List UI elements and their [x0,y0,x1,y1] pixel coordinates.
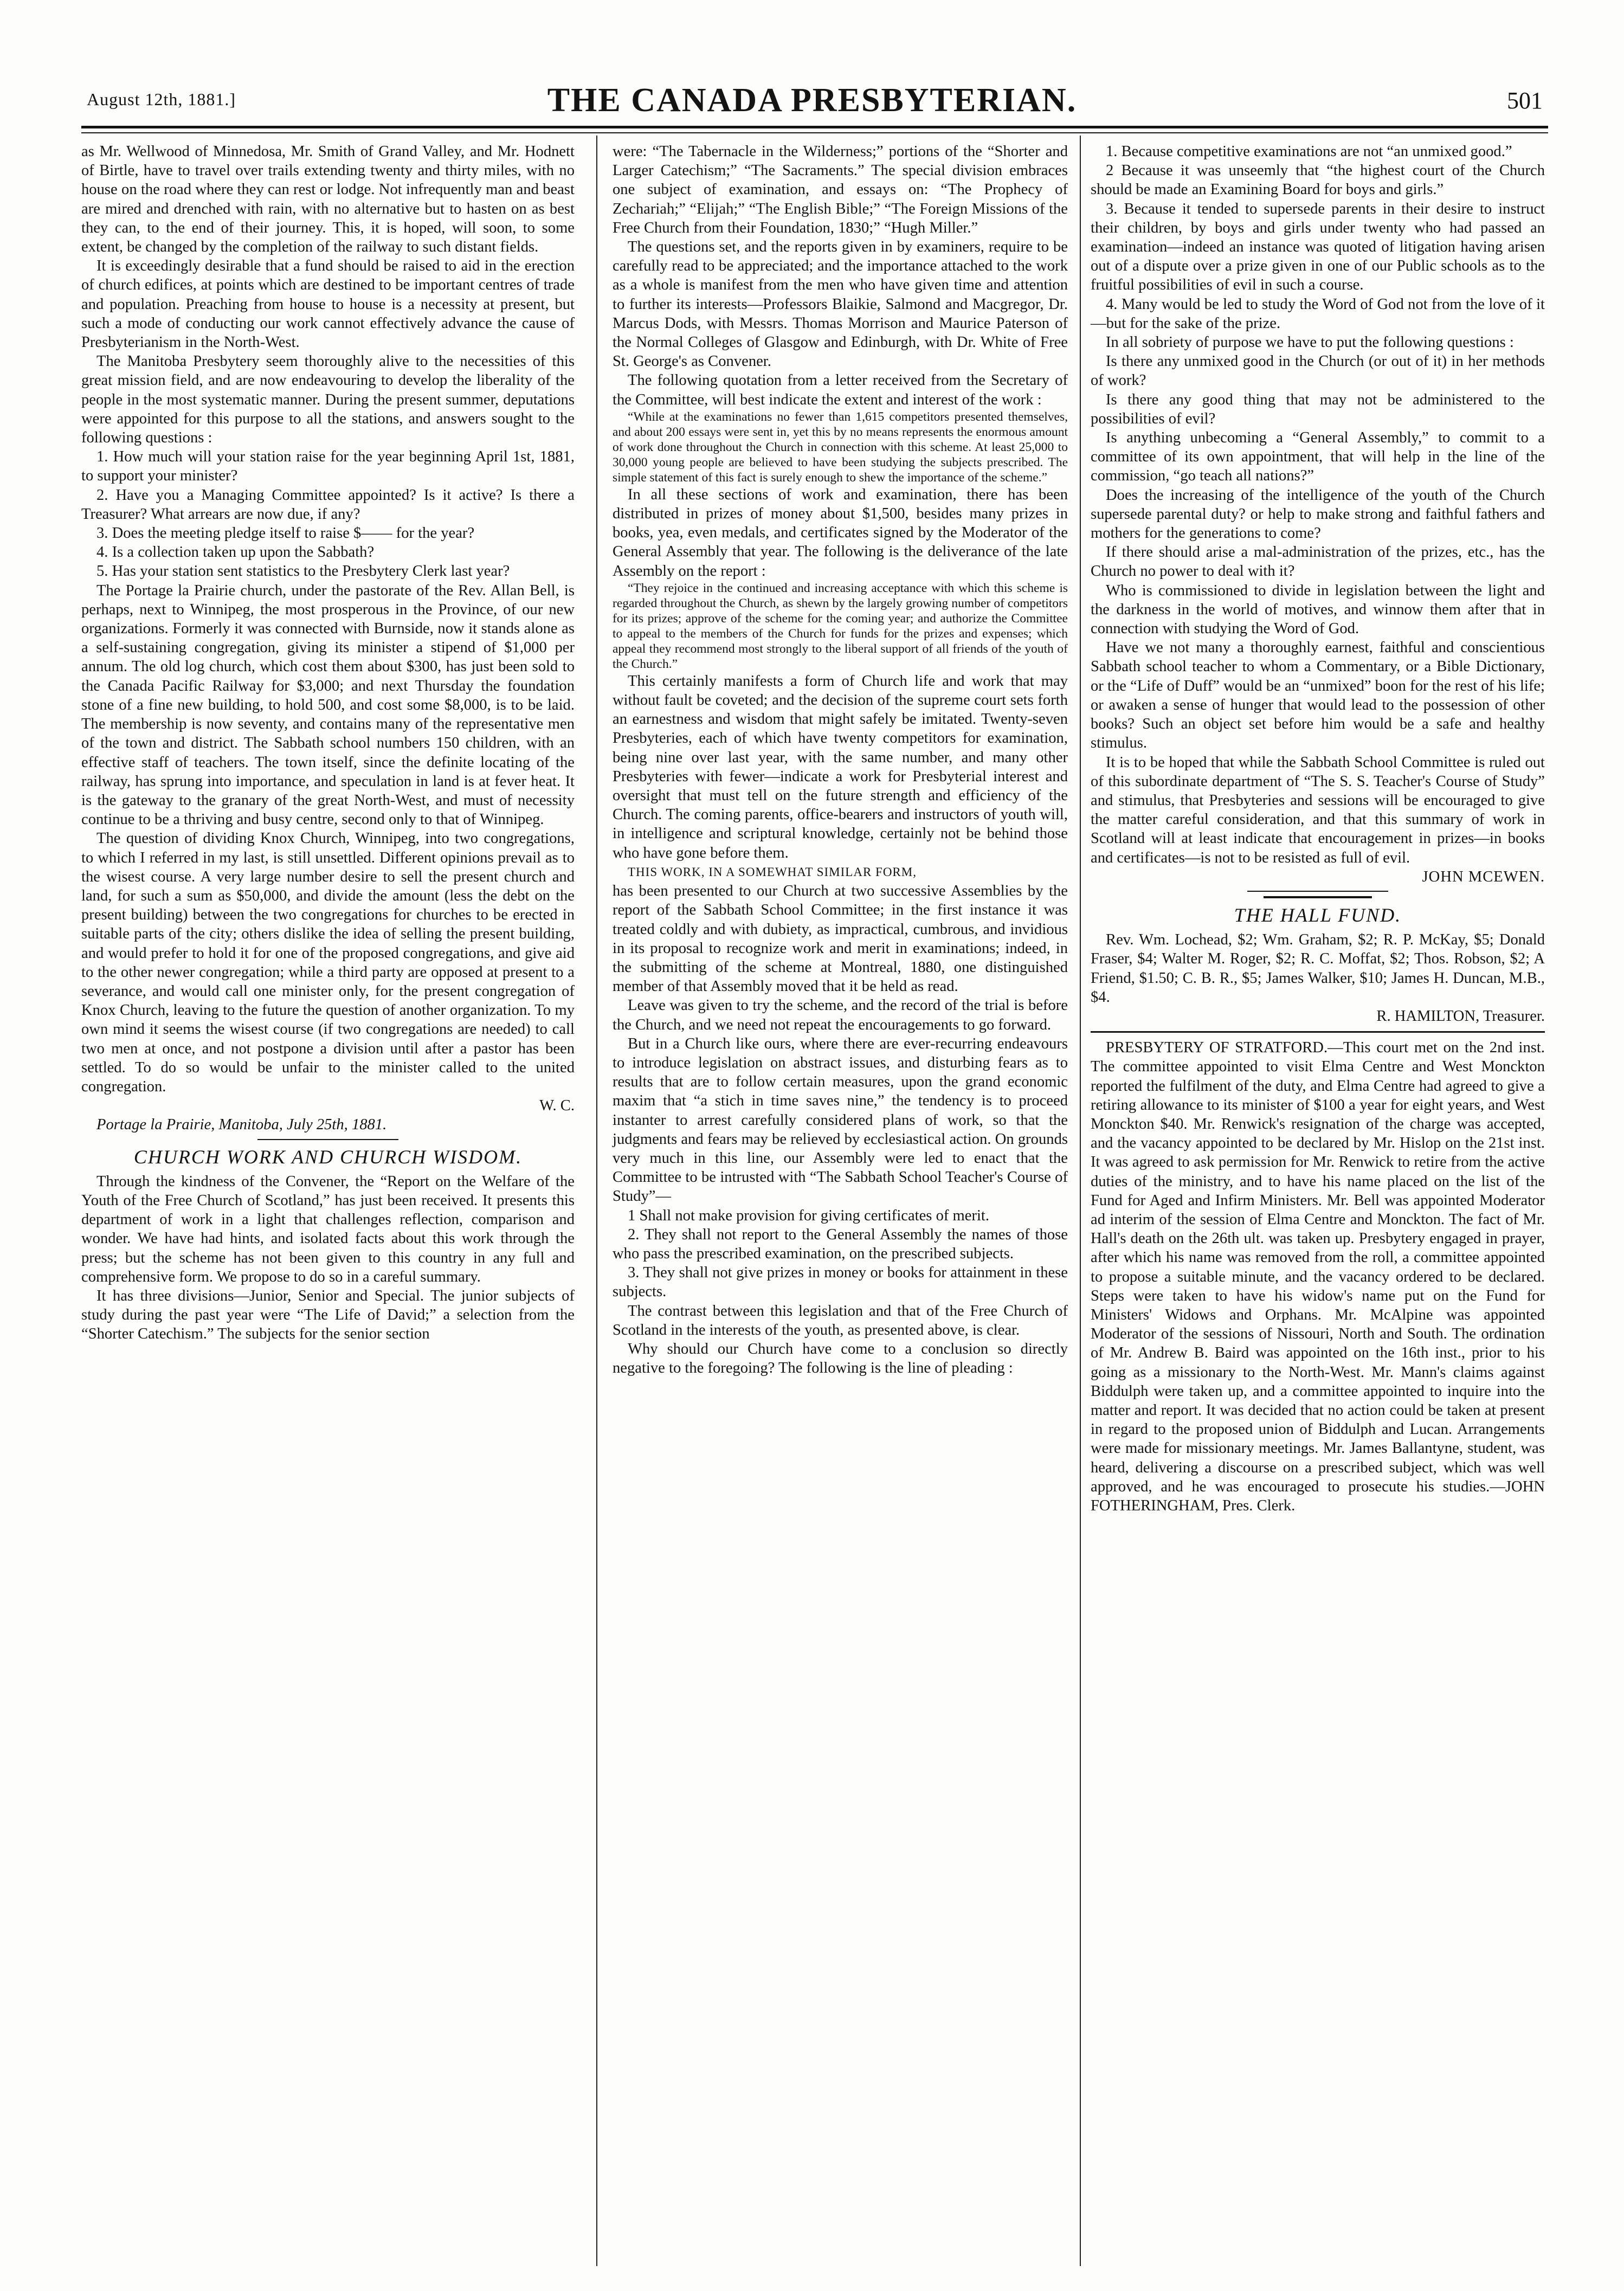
author-signature: W. C. [539,1097,575,1115]
article-paragraph: The question of dividing Knox Church, Winnipeg, into two congregations, to which I referred in my last, is still unsettled. Different opinions prevail as to the wisest course. A very large number desire to sell the present church and land, for such a sum as $50,000, and divide the amount (less the debt on the present building) between the two congregations for churches to be erected in suitable parts of the city; others dislike the idea of selling the present building, and would prefer to hold it for one of the proposed congregations, and give aid to the other newer congregation; while a third party are opposed at present to a severance, and would call one minister only, for the present congregation of Knox Church, leaving to the future the question of another organization. To my own mind it seems the wisest course (if two congregations are needed) to call two men at once, and not postpone a division until after a pastor has been settled. To do so would be unfair to the minister called to the united congregation. [81,830,575,1095]
article-paragraph: as Mr. Wellwood of Minnedosa, Mr. Smith of Grand Valley, and Mr. Hodnett of Birtle, have to travel over trails extending twenty and thirty miles, with no house on the road where they can rest or lodge. Not infrequently man and beast are mired and drenched with rain, with no alternative but to hasten on as best they can, to the end of their journey. This, it is hoped, will soon, to some extent, be changed by the completion of the railway to such distant fields. [81,143,575,256]
rule-item: 3. They shall not give prizes in money or books for attainment in these subjects. [613,1264,1068,1301]
hall-fund-list: Rev. Wm. Lochead, $2; Wm. Graham, $2; R. P. McKay, $5; Donald Fraser, $4; Walter M. Roger, $2; R. C. Moffat, $2; Thos. Robson, $2; A Friend, $1.50; C. B. R., $5; James Walker, $10; James H. Duncan, M.B., $4. [1091,931,1545,1006]
column-1 [81,142,575,1344]
list-item: 2 Because it was unseemly that “the highest court of the Church should be made an Examining Board for boys and girls.” [1091,162,1545,198]
rule-item: 2. They shall not report to the General Assembly the names of those who pass the prescribed examination, on the prescribed subjects. [613,1226,1068,1262]
article-paragraph: Is there any good thing that may not be administered to the possibilities of evil? [1091,391,1545,427]
column-2 [613,142,1068,1378]
caps-lead-in: THIS WORK, IN A SOMEWHAT SIMILAR FORM, [628,865,917,879]
list-item: 4. Many would be led to study the Word of God not from the love of it—but for the sake of the prize. [1091,295,1545,332]
section-rule-full [1091,1031,1545,1033]
list-item: 3. Because it tended to supersede parents in their desire to instruct their children, by boys and girls under twenty who had passed an examination—indeed an instance was quoted of litigation having arisen out of a dispute over a prize given in one of our Public schools as to the fruitful possibilities of evil in such a course. [1091,200,1545,294]
block-quote: “While at the examinations no fewer than 1,615 competitors presented themselves, and about 200 essays were sent in, yet this by no means represents the enormous amount of work done throughout the Church in connection with this scheme. At least 25,000 to 30,000 young people are believed to have been studying the subjects prescribed. The simple statement of this fact is surely enough to shew the importance of the scheme.” [613,409,1068,485]
question-item: 1. How much will your station raise for the year beginning April 1st, 1881, to support your minister? [81,448,575,485]
presbytery-report: PRESBYTERY OF STRATFORD.—This court met on the 2nd inst. The committee appointed to visit Elma Centre and West Monckton reported the fulfilment of the duty, and Elma Centre had agreed to give a retiring allowance to its minister of $100 a year for eight years, and West Monckton $40. Mr. Renwick's resignation of the charge was accepted, and the vacancy appointed to be declared by Mr. Hislop on the 21st inst. It was agreed to ask permission for Mr. Renwick to retire from the active duties of the ministry, and to have his name placed on the list of the Fund for Aged and Infirm Ministers. Mr. Bell was appointed Moderator ad interim of the session of Elma Centre and Monckton. The fact of Mr. Hall's death on the 26th ult. was taken up. Presbytery engaged in prayer, after which his name was removed from the roll, a committee appointed to propose a suitable minute, and the vacancy ordered to be declared. Steps were taken to have his widow's name put on the Fund for Ministers' Widows and Orphans. Mr. McAlpine was appointed Moderator of the sessions of Nissouri, North and South. The ordination of Mr. Andrew B. Baird was appointed on the 16th inst., prior to his going as a missionary to the North-West. Mr. Mann's claims against Biddulph were taken up, and a committee appointed to inquire into the matter and report. It was decided that no action could be taken at present in regard to the proposed union of Biddulph and Lucan. Arrangements were made for missionary meetings. Mr. James Ballantyne, student, was heard, delivering a discourse on a prescribed subject, which was well approved, and he was encouraged to prosecute his studies.—JOHN FOTHERINGHAM, Pres. Clerk. [1091,1039,1545,1515]
section-rule [257,1139,398,1140]
section-rule-thick [1264,896,1372,898]
article-paragraph: But in a Church like ours, where there are ever-recurring endeavours to introduce legislation on abstract issues, and disturbing fears as to results that are to follow certain measures, upon the grand economic maxim that “a stich in time saves nine,” the tendency is to proceed instanter to arrest carefully considered plans of work, so that the judgments and fears may be relieved by ecclesiastical action. On grounds very much in this line, our Assembly were led to enact that the Committee to be intrusted with “The Sabbath School Teacher's Course of Study”— [613,1035,1068,1205]
article-paragraph: In all these sections of work and examination, there has been distributed in prizes of money about $1,500, besides many prizes in books, yea, even medals, and certificates signed by the Moderator of the General Assembly that year. The following is the deliverance of the late Assembly on the report : [613,486,1068,580]
section-rule [1247,891,1388,892]
dateline: Portage la Prairie, Manitoba, July 25th, 1881. [96,1116,387,1134]
article-heading: CHURCH WORK AND CHURCH WISDOM. [133,1146,523,1168]
rule-item: 1 Shall not make provision for giving certificates of merit. [628,1207,990,1224]
article-paragraph: If there should arise a mal-administration of the prizes, etc., has the Church no power to deal with it? [1091,544,1545,580]
article-paragraph: The Portage la Prairie church, under the pastorate of the Rev. Allan Bell, is perhaps, next to Winnipeg, the most prosperous in the Province, of our new organizations. Formerly it was connected with Burnside, now it stands alone as a self-sustaining congregation, giving its minister a stipend of $1,000 per annum. The old log church, which cost them about $300, has just been sold to the Canada Pacific Railway for $3,000; and next Thursday the foundation stone of a fine new building, to hold 500, and cost some $8,000, is to be laid. The membership is now seventy, and contains many of the representative men of the town and district. The Sabbath school numbers 150 children, with an effective staff of teachers. The town itself, since the definite locating of the railway, has sprung into importance, and speculation in land is at fever heat. It is the gateway to the granary of the great North-West, and must of necessity continue to be a thriving and busy centre, second only to that of Winnipeg. [81,582,575,828]
list-item: 1. Because competitive examinations are not “an unmixed good.” [1106,143,1512,160]
article-paragraph: The questions set, and the reports given in by examiners, require to be carefully read to be appreciated; and the importance attached to the work as a whole is manifest from the men who have given time and attention to further its interests—Professors Blaikie, Salmond and Macgregor, Dr. Marcus Dods, with Messrs. Thomas Morrison and Maurice Paterson of the Normal Colleges of Glasgow and Edinburgh, with Dr. White of Free St. George's as Convener. [613,239,1068,370]
article-paragraph: Is anything unbecoming a “General Assembly,” to commit to a committee of its own appointment, that will help in the line of the commission, “go teach all nations?” [1091,429,1545,485]
author-signature: JOHN MCEWEN. [1422,868,1545,885]
header-rule-thin [81,132,1548,133]
article-paragraph: Through the kindness of the Convener, the “Report on the Welfare of the Youth of the Free Church of Scotland,” has just been received. It presents this department of work in a light that challenges reflection, comparison and wonder. We have had hints, and isolated facts about this work through the press; but the scheme has not been given to this country in any full and comprehensive form. We propose to do so in a careful summary. [81,1173,575,1285]
article-paragraph: Why should our Church have come to a conclusion so directly negative to the foregoing? The following is the line of pleading : [613,1340,1068,1377]
article-paragraph: It is exceedingly desirable that a fund should be raised to aid in the erection of church edifices, at points which are destined to be important centres of trade and population. Preaching from house to house is a necessity at present, but such a mode of conducting our work cannot effectively advance the cause of Presbyterianism in the North-West. [81,258,575,351]
article-paragraph: The contrast between this legislation and that of the Free Church of Scotland in the interests of the youth, as presented above, is clear. [613,1302,1068,1338]
column-divider-1 [596,136,597,2266]
column-divider-2 [1080,136,1081,2266]
hall-fund-heading: THE HALL FUND. [1234,904,1402,926]
question-item: 5. Has your station sent statistics to the Presbytery Clerk last year? [96,563,510,580]
question-item: 2. Have you a Managing Committee appointed? Is it active? Is there a Treasurer? What arrears are now due, if any? [81,486,575,523]
article-paragraph: Who is commissioned to divide in legislation between the light and the darkness in the world of motives, and winnow them after that in connection with studying the Word of God. [1091,582,1545,638]
article-paragraph: It is to be hoped that while the Sabbath School Committee is ruled out of this subordinate department of “The S. S. Teacher's Course of Study” and stimulus, that Presbyteries and sessions will be encouraged to give the matter careful consideration, and that this summary of work in Scotland will at least indicate that encouragement in prizes—in books and certificates—is not to be resisted as full of evil. [1091,754,1545,866]
article-paragraph: This certainly manifests a form of Church life and work that may without fault be coveted; and the decision of the supreme court sets forth an earnestness and wisdom that might safely be imitated. Twenty-seven Presbyteries, each of which have twenty competitors for examination, being nine over last year, with the same number, and many other Presbyteries with fewer—indicate a work for Presbyterial interest and oversight that must tell on the future strength and efficiency of the Church. The coming parents, office-bearers and instructors of youth will, in intelligence and scriptural knowledge, certainly not be behind those who have gone before them. [613,672,1068,861]
article-paragraph: Leave was given to try the scheme, and the record of the trial is before the Church, and we need not repeat the encouragements to go forward. [613,997,1068,1033]
article-paragraph: were: “The Tabernacle in the Wilderness;” portions of the “Shorter and Larger Catechism;” “The Sacraments.” The special division embraces one subject of examination, and essays on: “The Prophecy of Zechariah;” “Elijah;” “The English Bible;” “The Foreign Missions of the Free Church from their Foundation, 1830;” “Hugh Miller.” [613,143,1068,236]
article-paragraph: The following quotation from a letter received from the Secretary of the Committee, will best indicate the extent and interest of the work : [613,372,1068,408]
article-paragraph: Is there any unmixed good in the Church (or out of it) in her methods of work? [1091,353,1545,389]
issue-date: August 12th, 1881.] [87,89,236,109]
question-item: 3. Does the meeting pledge itself to raise $—— for the year? [96,525,475,542]
article-paragraph: In all sobriety of purpose we have to put the following questions : [1106,334,1514,351]
article-paragraph: Does the increasing of the intelligence of the youth of the Church supersede parental duty? or help to make strong and faithful fathers and mothers for the generations to come? [1091,486,1545,542]
page-number: 501 [1507,87,1543,114]
header-rule-thick [81,126,1548,128]
block-quote: “They rejoice in the continued and increasing acceptance with which this scheme is regarded throughout the Church, as shewn by the largely growing number of competitors for its prizes; approve of the scheme for the coming year; and authorize the Committee to appeal to the members of the Church for funds for the prizes and expenses; which appeal they recommend most strongly to the liberal support of all friends of the youth of the Church.” [613,581,1068,671]
question-item: 4. Is a collection taken up upon the Sabbath? [96,544,375,561]
article-paragraph: has been presented to our Church at two successive Assemblies by the report of the Sabbath School Committee; in the first instance it was treated coldly and with dubiety, as impractical, cumbrous, and invidious in its proposal to recognize work and merit in examinations; indeed, in the submitting of the scheme at Montreal, 1880, one distinguished member of that Assembly moved that it be held as read. [613,883,1068,995]
article-paragraph: Have we not many a thoroughly earnest, faithful and conscientious Sabbath school teacher to whom a Commentary, or a Bible Dictionary, or the “Life of Duff” would be an “unmixed” boon for the rest of his life; or awaken a sense of hunger that would lead to the possession of other books? Such an object set before him would be a safe and healthy stimulus. [1091,639,1545,752]
treasurer-signature: R. HAMILTON, Treasurer. [1376,1007,1545,1025]
column-3 [1091,142,1545,1515]
article-paragraph: The Manitoba Presbytery seem thoroughly alive to the necessities of this great mission field, and are now endeavouring to develop the liberality of the people in the most systematic manner. During the present summer, deputations were appointed for this purpose to all the stations, and answers sought to the following questions : [81,353,575,447]
masthead-title: THE CANADA PRESBYTERIAN. [547,82,1077,119]
article-paragraph: It has three divisions—Junior, Senior and Special. The junior subjects of study during the past year were “The Life of David;” a selection from the “Shorter Catechism.” The subjects for the senior section [81,1287,575,1343]
